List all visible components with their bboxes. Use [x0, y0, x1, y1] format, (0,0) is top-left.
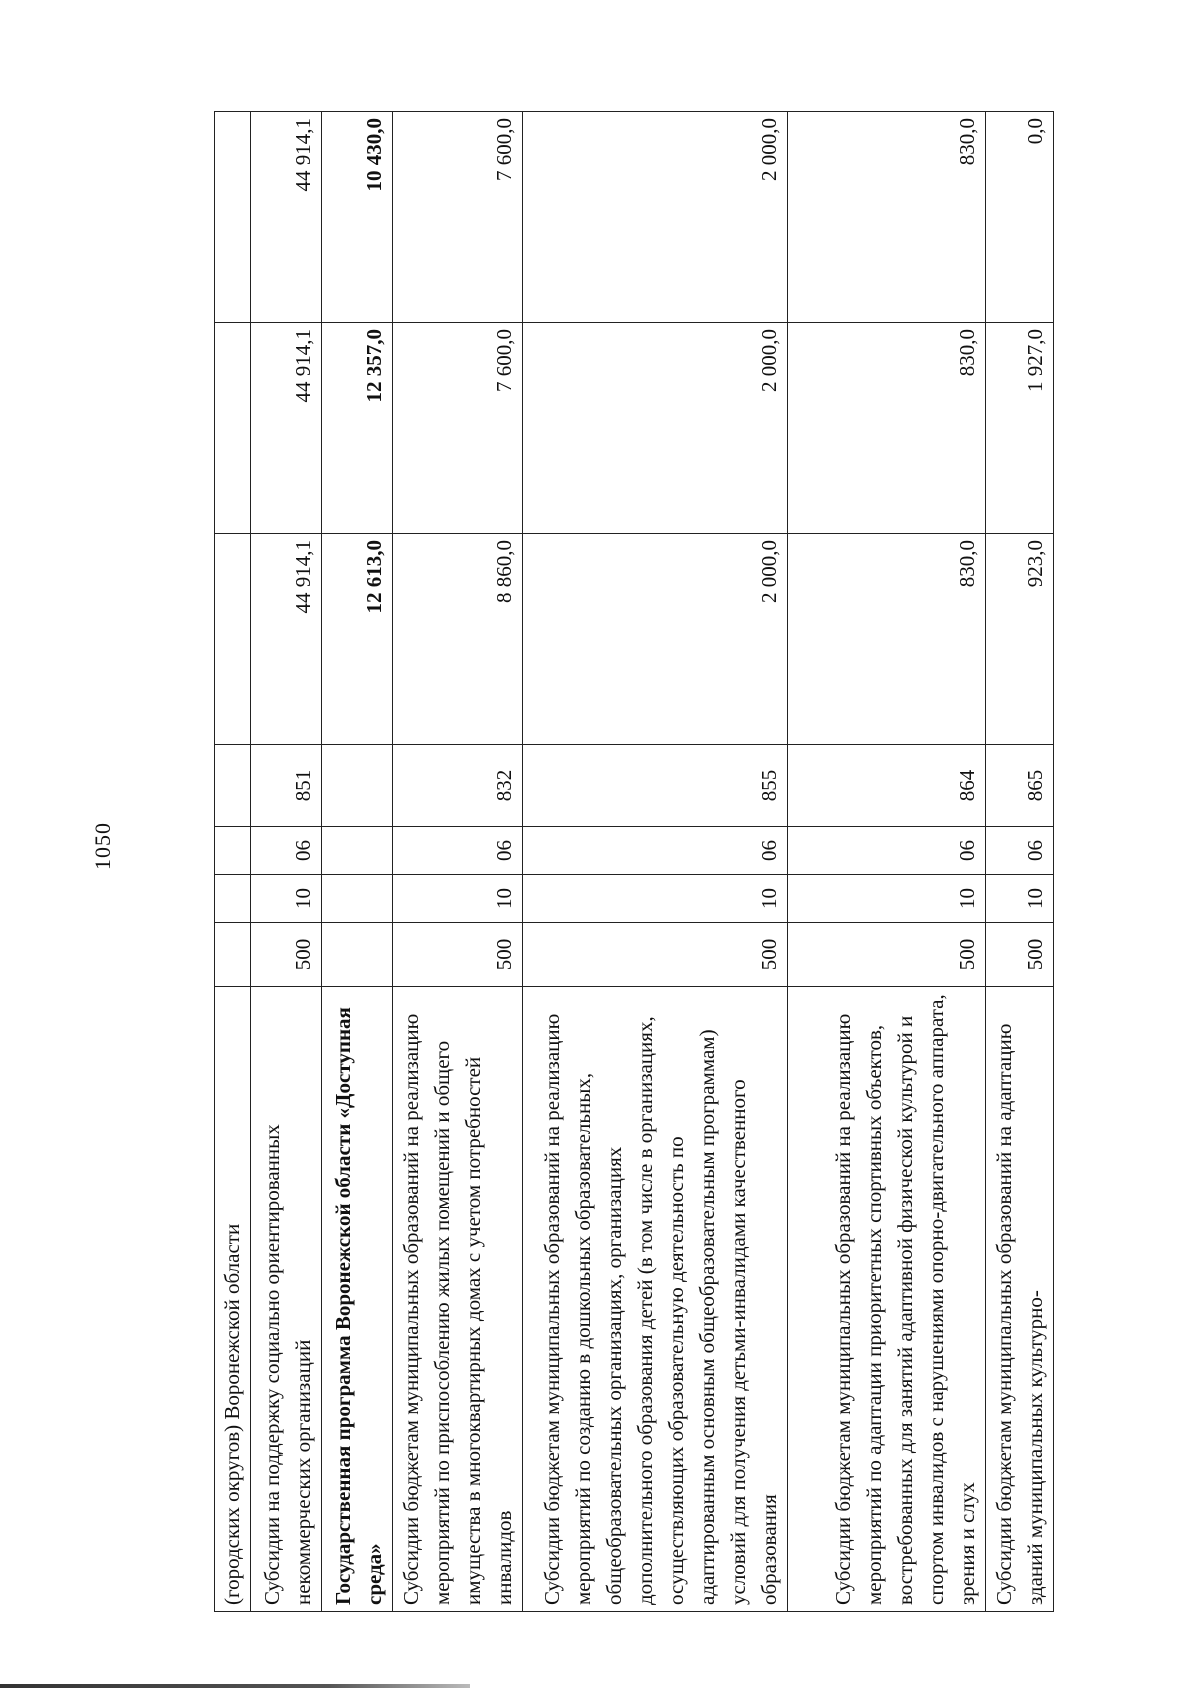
- table-row: [788, 112, 986, 1612]
- target-code-cell: 864: [788, 745, 986, 827]
- table-row: [523, 112, 788, 1612]
- section-cell: 10: [788, 875, 986, 923]
- amount-year3-cell: 44 914,1: [251, 112, 322, 323]
- scan-edge-rule: [0, 1684, 470, 1688]
- target-code-cell: 855: [523, 745, 788, 827]
- item-name-cell: Субсидии бюджетам муниципальных образований на реализацию мероприятий по адаптации приоритетных спортивных объектов, востребованных для занятий адаптивной физической культурой и спортом инвалидов с нарушениями опорно-двигательного аппарата, зрения и слух: [788, 987, 986, 1612]
- code-cell: 500: [523, 923, 788, 987]
- amount-year1-cell: 923,0: [986, 534, 1054, 745]
- item-name-cell: Субсидии бюджетам муниципальных образований на адаптацию зданий муниципальных культурно-: [986, 987, 1054, 1612]
- subsection-cell: 06: [986, 827, 1054, 875]
- amount-year3-cell: 7 600,0: [392, 112, 522, 323]
- item-name-cell: Субсидии на поддержку социально ориентированных некоммерческих организаций: [251, 987, 322, 1612]
- amount-year1-cell: 44 914,1: [251, 534, 322, 745]
- amount-year1-cell: [215, 534, 251, 745]
- amount-year2-cell: 830,0: [788, 323, 986, 534]
- table-row: [986, 112, 1054, 1612]
- code-cell: 500: [392, 923, 522, 987]
- amount-year2-cell: 7 600,0: [392, 323, 522, 534]
- section-cell: [322, 875, 393, 923]
- amount-year2-cell: 1 927,0: [986, 323, 1054, 534]
- table-row: [251, 112, 322, 1612]
- table-row: [215, 112, 251, 1612]
- subsection-cell: [322, 827, 393, 875]
- code-cell: [215, 923, 251, 987]
- table-row: [322, 112, 393, 1612]
- amount-year2-cell: 44 914,1: [251, 323, 322, 534]
- table-row: [392, 112, 522, 1612]
- page-number: 1050: [90, 822, 115, 870]
- amount-year2-cell: 2 000,0: [523, 323, 788, 534]
- amount-year3-cell: 10 430,0: [322, 112, 393, 323]
- subsection-cell: [215, 827, 251, 875]
- item-name-cell: (городских округов) Воронежской области: [215, 987, 251, 1612]
- section-cell: 10: [392, 875, 522, 923]
- item-name-cell: Субсидии бюджетам муниципальных образований на реализацию мероприятий по созданию в дошкольных образовательных, общеобразовательных организациях, организациях дополнительного образования детей (в том числе в организациях, осуществляющих образовательную деятельность по адаптированным основным общеобразовательным программам) условий для получения детьми-инвалидами качественного образования: [523, 987, 788, 1612]
- amount-year1-cell: 12 613,0: [322, 534, 393, 745]
- code-cell: 500: [251, 923, 322, 987]
- section-cell: [215, 875, 251, 923]
- item-name-cell: Государственная программа Воронежской области «Доступная среда»: [322, 987, 393, 1612]
- item-name-cell: Субсидии бюджетам муниципальных образований на реализацию мероприятий по приспособлению жилых помещений и общего имущества в многоквартирных домах с учетом потребностей инвалидов: [392, 987, 522, 1612]
- section-cell: 10: [251, 875, 322, 923]
- code-cell: 500: [788, 923, 986, 987]
- amount-year3-cell: 830,0: [788, 112, 986, 323]
- subsection-cell: 06: [523, 827, 788, 875]
- target-code-cell: 851: [251, 745, 322, 827]
- section-cell: 10: [523, 875, 788, 923]
- target-code-cell: [322, 745, 393, 827]
- amount-year1-cell: 8 860,0: [392, 534, 522, 745]
- code-cell: 500: [986, 923, 1054, 987]
- section-cell: 10: [986, 875, 1054, 923]
- target-code-cell: 832: [392, 745, 522, 827]
- budget-table: [214, 111, 1054, 1612]
- target-code-cell: 865: [986, 745, 1054, 827]
- subsection-cell: 06: [788, 827, 986, 875]
- amount-year3-cell: 0,0: [986, 112, 1054, 323]
- amount-year1-cell: 2 000,0: [523, 534, 788, 745]
- code-cell: [322, 923, 393, 987]
- amount-year2-cell: 12 357,0: [322, 323, 393, 534]
- amount-year3-cell: 2 000,0: [523, 112, 788, 323]
- amount-year3-cell: [215, 112, 251, 323]
- amount-year2-cell: [215, 323, 251, 534]
- table-container: [214, 112, 1054, 1612]
- subsection-cell: 06: [251, 827, 322, 875]
- amount-year1-cell: 830,0: [788, 534, 986, 745]
- target-code-cell: [215, 745, 251, 827]
- subsection-cell: 06: [392, 827, 522, 875]
